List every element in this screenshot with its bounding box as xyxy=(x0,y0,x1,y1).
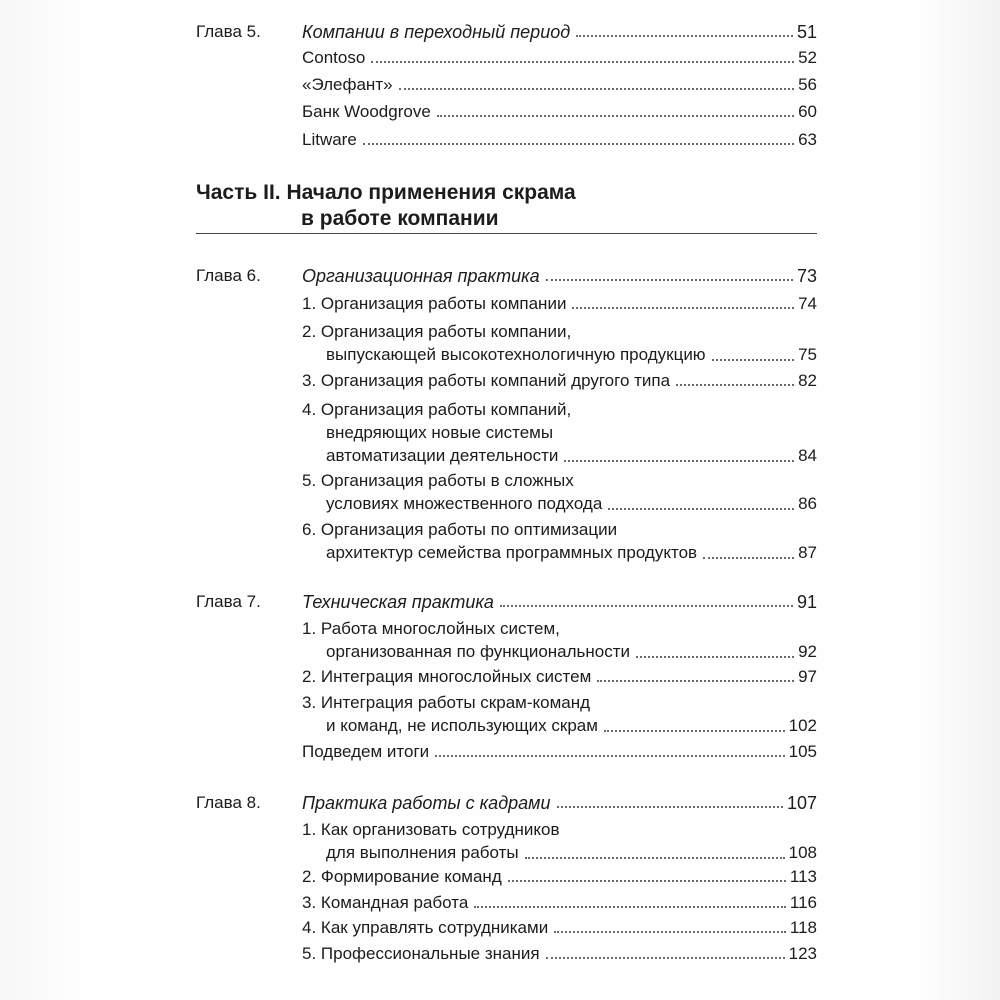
entry-number: 5. xyxy=(302,944,317,963)
entry-page: 123 xyxy=(788,944,817,963)
entry-page: 87 xyxy=(798,543,817,562)
entry-text: Организация работы компаний другого типа xyxy=(320,371,671,390)
leader-dots xyxy=(597,680,794,682)
chapter7-title: Техническая практика xyxy=(302,592,494,612)
toc-entry xyxy=(302,48,817,68)
entry-text: Профессиональные знания xyxy=(320,944,540,963)
leader-dots xyxy=(712,359,795,361)
leader-dots xyxy=(703,557,794,559)
entry-text: Работа многослойных систем, xyxy=(320,619,560,638)
leader-dots xyxy=(363,143,794,145)
entry-number: 1. xyxy=(302,820,317,839)
entry-text: Организация работы в сложных xyxy=(320,471,574,490)
entry-page: 82 xyxy=(798,371,817,390)
leader-dots xyxy=(604,730,785,732)
entry-page: 97 xyxy=(798,667,817,686)
leader-dots xyxy=(636,656,794,658)
entry-page: 84 xyxy=(798,446,817,465)
leader-dots xyxy=(546,279,793,281)
toc-entry xyxy=(302,944,817,964)
entry-text: для выполнения работы xyxy=(326,843,519,862)
toc-entry xyxy=(302,102,817,122)
entry-number: 5. xyxy=(302,471,317,490)
toc-entry xyxy=(302,818,817,864)
chapter5-entry xyxy=(302,22,817,42)
leader-dots xyxy=(508,880,786,882)
leader-dots xyxy=(576,35,793,37)
leader-dots xyxy=(525,857,785,859)
entry-page: 92 xyxy=(798,642,817,661)
entry-page: 118 xyxy=(789,918,817,937)
entry-page: 108 xyxy=(788,843,817,862)
entry-text: условиях множественного подхода xyxy=(326,494,603,513)
chapter6-entry xyxy=(302,266,817,286)
entry-number: 6. xyxy=(302,520,317,539)
entry-page: 113 xyxy=(789,867,817,886)
leader-dots xyxy=(676,384,794,386)
part-title-line2: в работе компании xyxy=(301,207,499,230)
entry-text: Интеграция многослойных систем xyxy=(320,667,592,686)
toc-entry xyxy=(302,371,817,391)
toc-entry xyxy=(302,130,817,150)
chapter6-label: Глава 6. xyxy=(196,266,261,285)
entry-page: 74 xyxy=(798,294,817,313)
part-divider xyxy=(196,233,817,234)
entry-text: и команд, не использующих скрам xyxy=(326,716,598,735)
entry-number: 4. xyxy=(302,918,317,937)
entry-number: 1. xyxy=(302,619,317,638)
chapter5-title: Компании в переходный период xyxy=(302,22,571,42)
leader-dots xyxy=(371,61,794,63)
toc-entry xyxy=(302,918,817,938)
part-title xyxy=(196,180,576,232)
leader-dots xyxy=(564,460,794,462)
entry-number: 1. xyxy=(302,294,317,313)
entry-text: Командная работа xyxy=(320,893,469,912)
leader-dots xyxy=(554,931,786,933)
entry-text: Организация работы компаний, xyxy=(320,400,572,419)
toc-entry xyxy=(302,320,817,366)
toc-entry xyxy=(302,294,817,314)
entry-page: 86 xyxy=(798,494,817,513)
entry-page: 102 xyxy=(788,716,817,735)
entry-text: организованная по функциональности xyxy=(326,642,631,661)
chapter8-entry xyxy=(302,793,817,813)
entry-page: 60 xyxy=(798,102,817,121)
leader-dots xyxy=(557,806,783,808)
chapter7-page: 91 xyxy=(796,592,817,612)
toc-entry xyxy=(302,469,817,515)
chapter6-title: Организационная практика xyxy=(302,266,540,286)
entry-number: 4. xyxy=(302,400,317,419)
leader-dots xyxy=(474,906,786,908)
entry-text: Организация работы компании xyxy=(320,294,567,313)
chapter5-label: Глава 5. xyxy=(196,22,261,41)
leader-dots xyxy=(435,755,784,757)
toc-entry xyxy=(302,893,817,913)
entry-text: Интеграция работы скрам-команд xyxy=(320,693,591,712)
entry-number: 2. xyxy=(302,322,317,341)
entry-number: 3. xyxy=(302,371,317,390)
entry-text: архитектур семейства программных продуктов xyxy=(326,543,698,562)
entry-number: 2. xyxy=(302,667,317,686)
toc-entry xyxy=(302,691,817,737)
leader-dots xyxy=(608,508,794,510)
chapter7-entry xyxy=(302,592,817,612)
toc-entry xyxy=(302,518,817,564)
part-title-line1: Часть II. Начало применения скрама xyxy=(196,181,576,204)
leader-dots xyxy=(500,605,793,607)
entry-text: автоматизации деятельности xyxy=(326,446,559,465)
entry-page: 105 xyxy=(788,742,817,761)
entry-text: Как организовать сотрудников xyxy=(320,820,560,839)
entry-page: 52 xyxy=(798,48,817,67)
chapter7-label: Глава 7. xyxy=(196,592,261,611)
entry-number: 3. xyxy=(302,893,317,912)
entry-text: Подведем итоги xyxy=(302,742,430,761)
toc-entry xyxy=(302,867,817,887)
leader-dots xyxy=(399,88,795,90)
chapter5-page: 51 xyxy=(796,22,817,42)
entry-text: Litware xyxy=(302,130,357,149)
entry-text: выпускающей высокотехнологичную продукцию xyxy=(326,345,706,364)
toc-entry xyxy=(302,617,817,663)
entry-page: 63 xyxy=(798,130,817,149)
chapter8-label: Глава 8. xyxy=(196,793,261,812)
entry-text: Contoso xyxy=(302,48,366,67)
toc-entry xyxy=(302,75,817,95)
toc-entry xyxy=(302,742,817,762)
entry-number: 2. xyxy=(302,867,317,886)
chapter6-page: 73 xyxy=(796,266,817,286)
entry-text: Как управлять сотрудниками xyxy=(320,918,549,937)
toc-entry xyxy=(302,398,817,467)
entry-page: 75 xyxy=(798,345,817,364)
entry-text: «Элефант» xyxy=(302,75,393,94)
leader-dots xyxy=(546,957,785,959)
entry-page: 116 xyxy=(789,893,817,912)
entry-text: Формирование команд xyxy=(320,867,502,886)
chapter8-title: Практика работы с кадрами xyxy=(302,793,551,813)
entry-page: 56 xyxy=(798,75,817,94)
chapter8-page: 107 xyxy=(786,793,817,813)
entry-text: Банк Woodgrove xyxy=(302,102,431,121)
entry-text: внедряющих новые системы xyxy=(326,423,554,442)
leader-dots xyxy=(572,307,794,309)
entry-text: Организация работы по оптимизации xyxy=(320,520,618,539)
leader-dots xyxy=(437,115,794,117)
toc-entry xyxy=(302,667,817,687)
entry-text: Организация работы компании, xyxy=(320,322,572,341)
entry-number: 3. xyxy=(302,693,317,712)
